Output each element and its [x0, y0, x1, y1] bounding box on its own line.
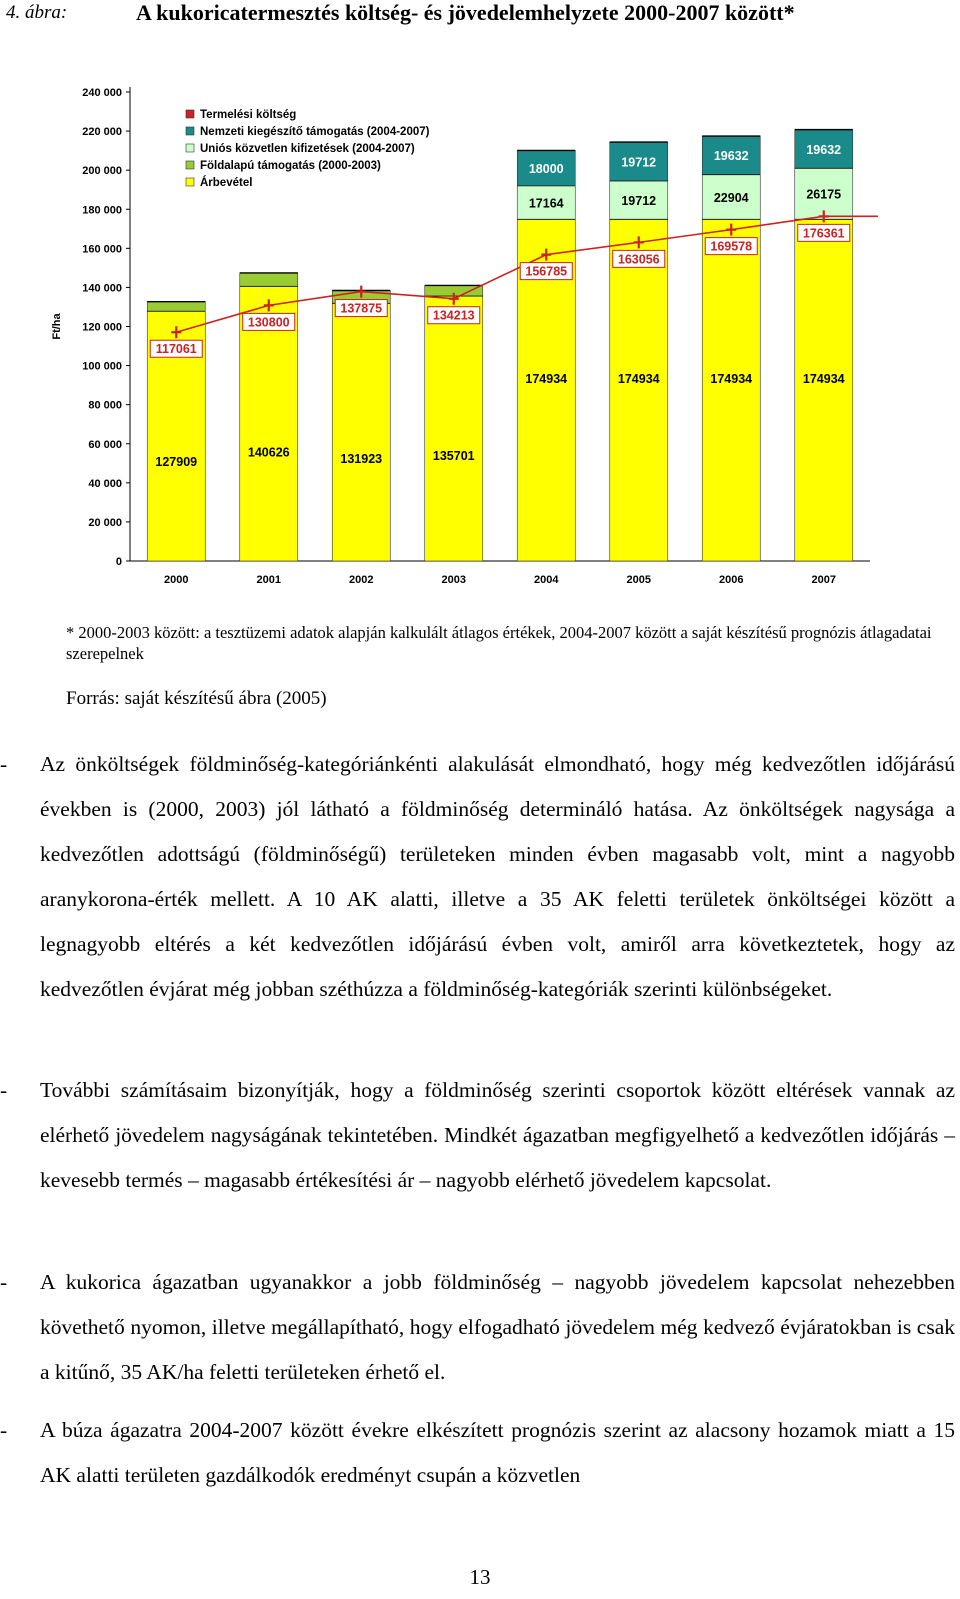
paragraph-2: [0, 1068, 960, 1203]
cost-value-label: 176361: [802, 226, 845, 241]
figure-header: [0, 0, 960, 34]
y-tick-label: 200 000: [82, 165, 122, 178]
x-tick-label: 2003: [441, 574, 466, 586]
bar-segment: [240, 273, 298, 286]
cost-income-chart: [40, 80, 890, 600]
x-tick-label: 2006: [719, 574, 744, 586]
cost-value-label: 156785: [525, 264, 568, 279]
bar-value-label: 174934: [617, 372, 660, 387]
cost-value-label: 163056: [617, 252, 660, 267]
legend-entry: Uniós közvetlen kifizetések (2004-2007): [200, 143, 415, 155]
bar-value-label: 127909: [155, 455, 198, 470]
bar-value-label: 26175: [806, 187, 842, 202]
cost-value-label: 137875: [340, 301, 383, 316]
cost-value-label: 169578: [710, 239, 753, 254]
paragraph-text: Az önköltségek földminőség-kategóriánkénti alakulását elmondható, hogy még kedvezőtlen időjárású években is (2000, 2003) jól látható a földminőség determináló hatása. Az önköltségek nagysága a kedvezőtlen adottságú (földminőségű) területeken minden évben magasabb volt, mint a nagyobb aranykorona-érték mellett. A 10 AK alatti, illetve a 35 AK feletti területek önköltségei között a legnagyobb eltérés a két kedvezőtlen időjárású évben volt, amiről arra következtetek, hogy az kedvezőtlen évjárat még jobban széthúzza a földminőség-kategóriák szerinti különbségeket.: [40, 752, 955, 1001]
bar-value-label: 19632: [713, 149, 749, 164]
y-tick-label: 80 000: [88, 399, 122, 412]
paragraph-4: [0, 1408, 960, 1498]
bar-value-label: 140626: [247, 445, 290, 460]
bar-value-label: 19712: [621, 193, 657, 208]
paragraph-text: A búza ágazatra 2004-2007 között évekre elkészített prognózis szerint az alacsony hozamok miatt a 15 AK alatti területen gazdálkodók eredményt csupán a közvetlen: [40, 1418, 955, 1487]
bar-segment: [795, 219, 853, 561]
x-tick-label: 2005: [626, 574, 651, 586]
paragraph-3: [0, 1260, 960, 1395]
y-tick-label: 20 000: [88, 516, 122, 529]
bar-value-label: 19632: [806, 142, 842, 157]
cost-value-label: 130800: [247, 315, 290, 330]
list-dash: -: [0, 1418, 8, 1442]
cost-value-label: 134213: [432, 308, 475, 323]
legend-entry: Nemzeti kiegészítő támogatás (2004-2007): [200, 126, 430, 138]
y-tick-label: 160 000: [82, 243, 122, 256]
bar-segment: [425, 296, 483, 561]
legend-entry: Árbevétel: [200, 177, 253, 189]
figure-title: A kukoricatermesztés költség- és jövedelemhelyzete 2000-2007 között*: [136, 0, 795, 25]
bar-value-label: 174934: [802, 372, 845, 387]
legend-entry: Földalapú támogatás (2000-2003): [200, 160, 381, 172]
list-dash: -: [0, 1270, 8, 1294]
x-tick-label: 2007: [811, 574, 836, 586]
list-dash: -: [0, 752, 8, 776]
bar-segment: [147, 302, 205, 311]
y-tick-label: 180 000: [82, 204, 122, 217]
list-dash: -: [0, 1078, 8, 1102]
legend-swatch: [186, 127, 194, 135]
bar-value-label: 18000: [528, 162, 564, 177]
figure-source: Forrás: saját készítésű ábra (2005): [66, 688, 327, 709]
figure-label: 4. ábra:: [6, 2, 68, 23]
page-number: 13: [469, 1565, 491, 1589]
legend-swatch: [186, 110, 194, 118]
legend-entry: Termelési költség: [200, 109, 297, 121]
y-tick-label: 220 000: [82, 126, 122, 139]
paragraph-1: [0, 742, 960, 1012]
bar-segment: [332, 303, 390, 561]
legend-swatch: [186, 178, 194, 186]
paragraph-text: További számításaim bizonyítják, hogy a földminőség szerinti csoportok között eltérések vannak az elérhető jövedelem nagyságának tekintetében. Mindkét ágazatban megfigyelhető a kedvezőtlen időjárás – kevesebb termés – magasabb értékesítési ár – nagyobb elérhető jövedelem kapcsolat.: [40, 1078, 955, 1192]
y-tick-label: 0: [115, 556, 122, 568]
y-tick-label: 240 000: [82, 87, 122, 99]
bar-value-label: 135701: [432, 449, 475, 464]
legend-swatch: [186, 144, 194, 152]
y-tick-label: 120 000: [82, 321, 122, 334]
bar-value-label: 22904: [713, 190, 749, 205]
bar-value-label: 131923: [340, 452, 383, 467]
bar-value-label: 19712: [621, 155, 657, 170]
bar-segment: [702, 219, 760, 561]
y-tick-label: 40 000: [88, 477, 122, 490]
x-tick-label: 2001: [256, 574, 281, 586]
cost-value-label: 117061: [155, 342, 197, 357]
y-axis-label: Ft/ha: [51, 313, 63, 340]
bar-segment: [610, 219, 668, 561]
y-tick-label: 140 000: [82, 282, 122, 295]
x-tick-label: 2004: [534, 574, 559, 586]
paragraph-text: A kukorica ágazatban ugyanakkor a jobb földminőség – nagyobb jövedelem kapcsolat nehezebben követhető nyomon, illetve megállapítható, hogy elfogadható jövedelem még kedvező évjáratokban is csak a kitűnő, 35 AK/ha feletti területeken érhető el.: [40, 1270, 955, 1384]
bar-value-label: 174934: [525, 372, 568, 387]
x-tick-label: 2000: [164, 574, 189, 586]
legend-swatch: [186, 161, 194, 169]
y-tick-label: 60 000: [88, 438, 122, 451]
figure-footnote: * 2000-2003 között: a tesztüzemi adatok alapján kalkulált átlagos értékek, 2004-2007 között a saját készítésű prognózis átlagadatai szerepelnek: [66, 623, 932, 663]
x-tick-label: 2002: [349, 574, 374, 586]
y-tick-label: 100 000: [82, 360, 122, 373]
bar-value-label: 174934: [710, 372, 753, 387]
bar-value-label: 17164: [528, 196, 564, 211]
